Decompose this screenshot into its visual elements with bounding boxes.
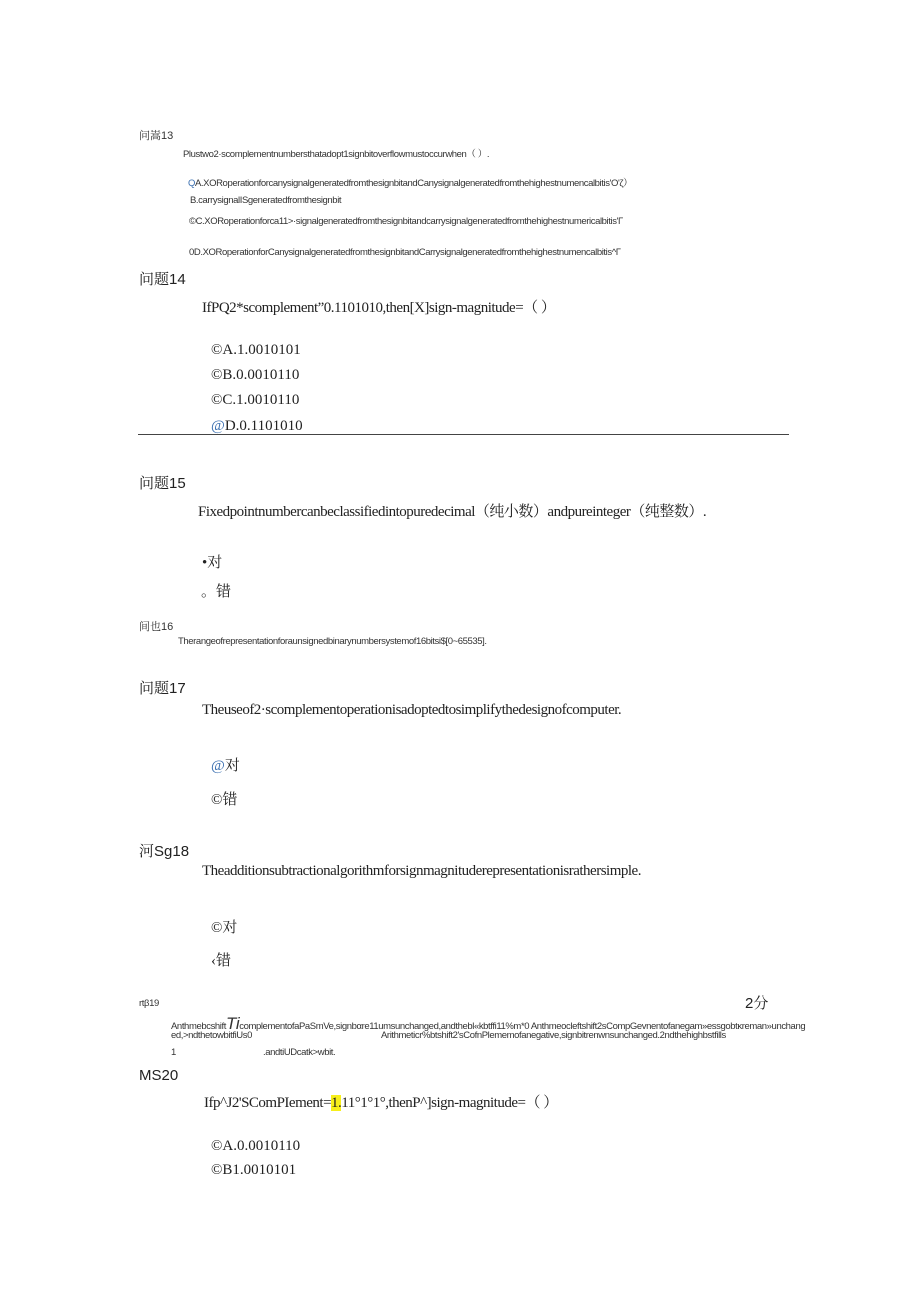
option-text: D.0.1101010 (224, 418, 303, 434)
option-text: 对 (224, 758, 240, 774)
question-20-option-a[interactable]: ©A.0.0010110 (211, 1138, 301, 1154)
option-text-italic: Ti (226, 1014, 240, 1033)
question-15-stem: Fixedpointnumbercanbeclassifiedintopuredecimal（纯小数）andpureinteger（纯整数）. (198, 504, 707, 520)
question-15-option-true[interactable]: •对 (202, 555, 223, 571)
question-19-label: rtβ19 (139, 998, 159, 1009)
question-20-option-b[interactable]: ©B1.0010101 (211, 1162, 297, 1178)
question-14-option-a[interactable]: ©A.1.0010101 (211, 342, 301, 358)
question-14-stem: IfPQ2*scomplement”0.1101010,then[X]sign-magnitude=（ ） (202, 300, 556, 316)
option-text: Anthmebcshift (171, 1021, 226, 1032)
question-17-option-true[interactable] (211, 754, 240, 775)
question-16-stem: Therangeofrepresentationforaunsignedbinarynumbersystemof16bitsi$[0~65535]. (178, 636, 487, 647)
question-18-stem: Theadditionsubtractionalgorithmforsignmagnituderepresentationisrathersimple. (202, 863, 641, 879)
option-text: A.XORoperationforcanysignalgeneratedfromthesignbitandCanysignalgeneratedfromthehighestnumencalbitis'O'ζ） (195, 178, 633, 189)
divider-line (138, 434, 789, 435)
question-16-label: 间也16 (139, 621, 174, 633)
question-17-label: 问题17 (139, 680, 186, 697)
stem-text: Ifp^J2'SComPIement= (204, 1095, 332, 1111)
question-17-option-false[interactable]: ©错 (211, 792, 238, 808)
highlighted-text: 1. (331, 1095, 342, 1111)
radio-mark: Q (188, 178, 195, 189)
question-19-score: 2分 (745, 995, 769, 1012)
radio-selected-mark: @ (211, 418, 225, 434)
question-13-label: 问嵩13 (139, 130, 174, 142)
question-19-option-line-3a: 1 (171, 1047, 176, 1058)
question-19-option-line-3b: .andtiUDcatk>wbit. (263, 1047, 336, 1058)
stem-text: 11°1°1°,thenP^]sign-magnitude=（ ） (341, 1095, 558, 1111)
question-15-option-false[interactable]: 。错 (201, 584, 232, 600)
question-14-label: 问题14 (139, 271, 186, 288)
question-18-label: 河Sg18 (139, 843, 190, 860)
question-13-option-a[interactable] (188, 175, 632, 189)
question-13-stem: Plustwo2·scomplementnumbersthatadopt1signbitoverflowmustoccurwhen（ ）. (183, 149, 490, 160)
question-13-option-c[interactable]: ©C.XORoperationforca11>·signalgeneratedfromthesignbitandcarrysignalgeneratedfromthehighestnumericalbitis'Γ (189, 216, 623, 227)
option-text: complementofaPaSmVe,signbαre11umsunchanged,andthebl«kbtffi11%m*0 Anthmeocleftshift2sCompGevnentofanegam»essgobtκreman»unchang (239, 1021, 806, 1032)
question-17-stem: Theuseof2·scomplementoperationisadoptedtosimplifythedesignofcomputer. (202, 702, 622, 718)
question-13-option-d[interactable]: 0D.XORoperationforCanysignalgeneratedfromthesignbitandCarrysignalgeneratedfromthehighestnumencalbitis^Γ (189, 247, 621, 258)
question-18-option-false[interactable]: ‹错 (211, 953, 231, 969)
question-14-option-b[interactable]: ©B.0.0010110 (211, 367, 300, 383)
question-15-label: 问题15 (139, 475, 186, 492)
question-13-option-b[interactable]: B.carrysignalISgeneratedfromthesignbit (190, 195, 342, 206)
question-19-option-line-2a[interactable]: ed,>ndthetowbitfiUs0 (171, 1030, 252, 1041)
question-20-stem (204, 1091, 558, 1112)
radio-selected-mark: @ (211, 758, 225, 774)
question-18-option-true[interactable]: ©对 (211, 920, 238, 936)
question-20-label: MS20 (139, 1067, 179, 1084)
question-14-option-c[interactable]: ©C.1.0010110 (211, 392, 300, 408)
question-14-option-d[interactable] (211, 418, 303, 435)
question-19-option-line-2b[interactable]: Arithmeticr%btshift2'sCofnPlememofanegative,signbitrenwnsunchanged.2ndthehighbstfills (381, 1030, 726, 1041)
